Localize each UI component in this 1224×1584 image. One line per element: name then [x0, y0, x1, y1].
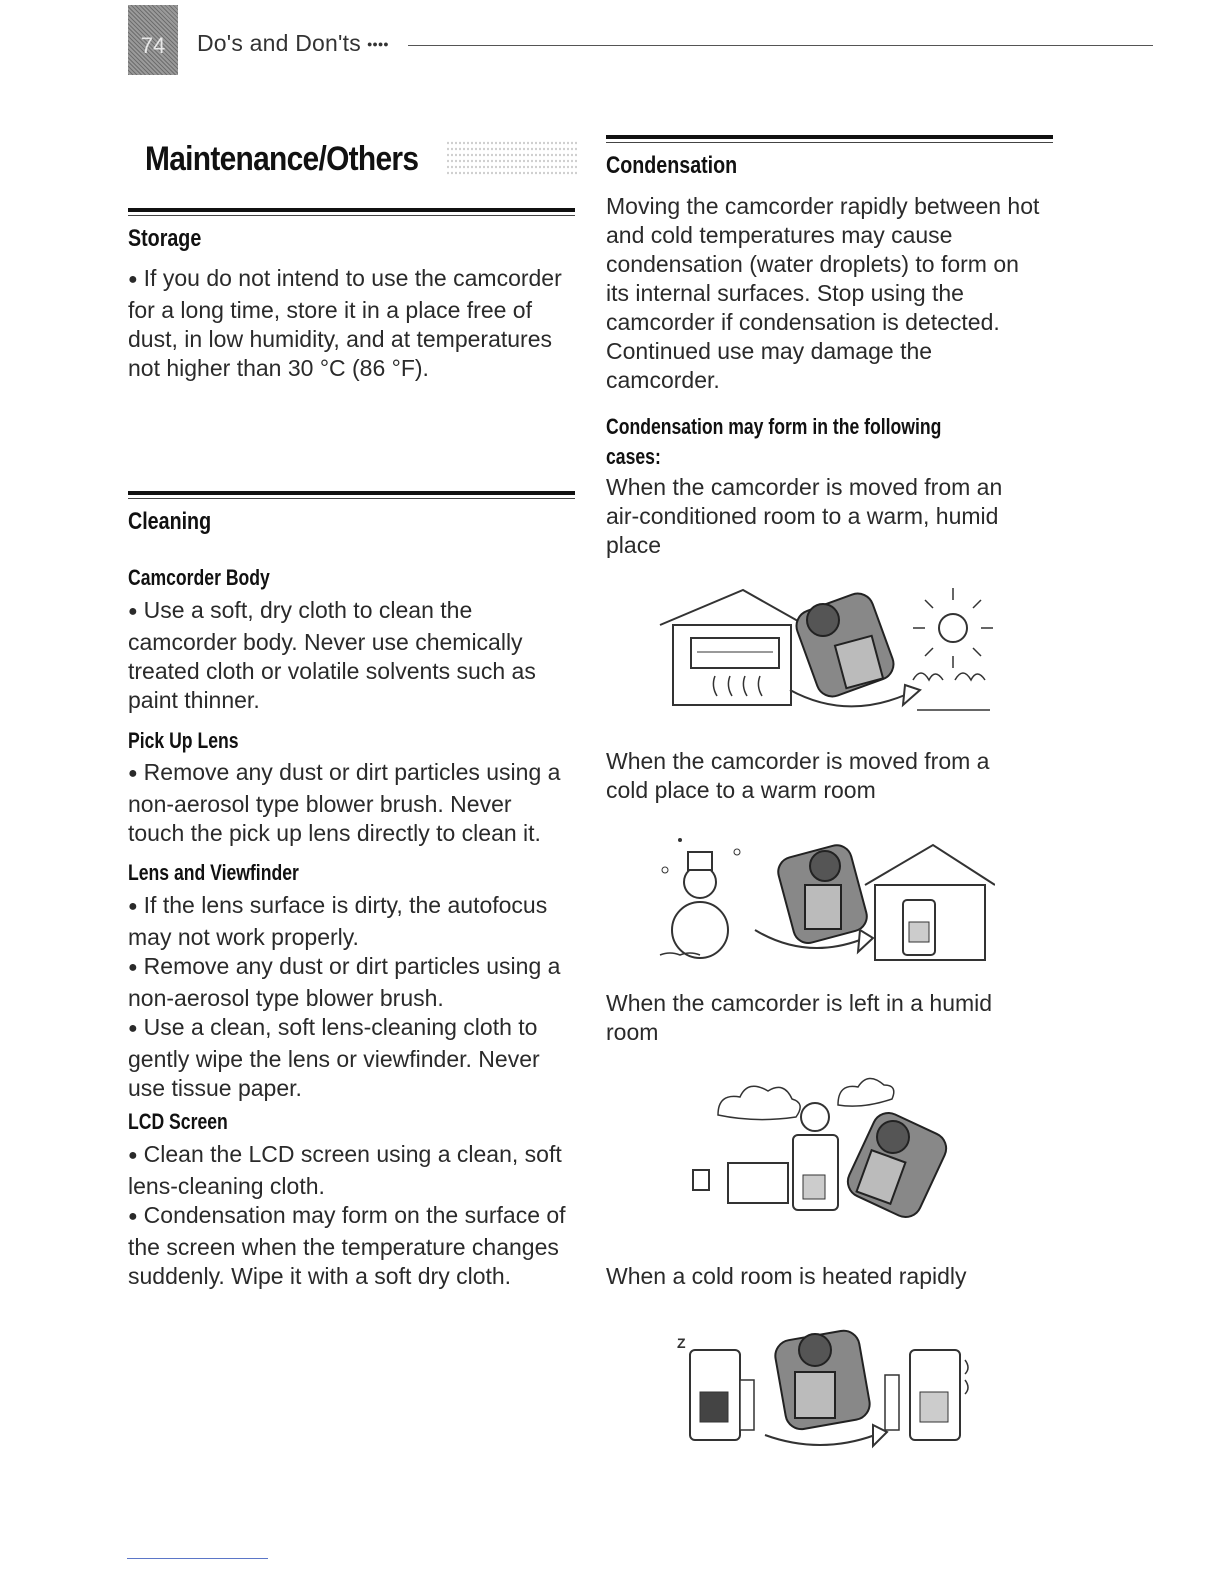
storage-rule-thin [128, 215, 575, 216]
header-rule [408, 45, 1153, 46]
lens-viewfinder-bullet-3: ● Use a clean, soft lens-cleaning cloth to gently wipe the lens or viewfinder. Never use tissue paper. [128, 1013, 573, 1103]
cleaning-rule-thin [128, 498, 575, 499]
thermometer-warm-icon [885, 1375, 899, 1430]
thermometer-cold-icon [740, 1380, 754, 1430]
case-4-illustration [675, 1320, 975, 1455]
case-2-illustration [655, 830, 995, 965]
page-number-box [128, 5, 178, 75]
pick-up-lens-text [128, 758, 573, 848]
header-dots: ●●●● [367, 39, 389, 49]
lens-viewfinder-bullet-2: ● Remove any dust or dirt particles using a non-aerosol type blower brush. [128, 952, 573, 1013]
storage-text [128, 264, 573, 383]
air-conditioner-icon [691, 638, 779, 668]
heater-on-icon [910, 1350, 960, 1440]
humidifier-icon [693, 1163, 788, 1203]
case-1-illustration [655, 580, 995, 720]
condensation-rule-thin [606, 142, 1053, 143]
camcorder-body-text [128, 596, 568, 715]
steam-cloud-icon [718, 1086, 800, 1119]
title-dot-pattern [446, 140, 578, 176]
lcd-screen-heading: LCD Screen [128, 1109, 228, 1134]
cleaning-rule-thick [128, 491, 575, 495]
house-roof [660, 590, 805, 625]
case-3-caption: When the camcorder is left in a humid room [606, 990, 993, 1045]
case-1-caption: When the camcorder is moved from an air-conditioned room to a warm, humid place [606, 474, 1003, 558]
case-3-illustration [688, 1075, 958, 1235]
storage-bullet: ● If you do not intend to use the camcorder for a long time, store it in a place free of dust, in low humidity, and at temperatures not higher than 30 °C (86 °F). [128, 264, 573, 383]
section-title: Maintenance/Others [145, 140, 419, 178]
kettle-heater-icon [793, 1103, 838, 1210]
sleep-z-icon: Z [677, 1335, 686, 1351]
camcorder-icon [775, 842, 870, 946]
snowman-icon [672, 852, 728, 958]
footer-line [127, 1558, 268, 1559]
cases-heading: Condensation may form in the following cases: [606, 414, 942, 469]
lcd-screen-bullet-2: ● Condensation may form on the surface of the screen when the temperature changes suddenly. Wipe it with a soft dry cloth. [128, 1201, 573, 1291]
lcd-screen-text [128, 1140, 573, 1291]
heater-off-icon [690, 1350, 740, 1440]
pick-up-lens-heading: Pick Up Lens [128, 728, 239, 753]
lcd-screen-bullet-1: ● Clean the LCD screen using a clean, soft lens-cleaning cloth. [128, 1140, 573, 1201]
house-roof [865, 845, 995, 885]
camcorder-body-bullet: ● Use a soft, dry cloth to clean the camcorder body. Never use chemically treated cloth or volatile solvents such as paint thinner. [128, 596, 568, 715]
heat-plants [913, 673, 985, 680]
case-2-caption: When the camcorder is moved from a cold place to a warm room [606, 748, 990, 803]
storage-heading: Storage [128, 225, 202, 252]
heater-icon [903, 900, 935, 955]
camcorder-icon [792, 589, 898, 701]
storage-rule-thick [128, 208, 575, 212]
steam-cloud-icon [838, 1078, 894, 1106]
page-number: 74 [140, 33, 166, 58]
lens-viewfinder-heading: Lens and Viewfinder [128, 860, 299, 885]
sun-icon [913, 588, 993, 668]
camcorder-icon [773, 1328, 872, 1431]
arrow-icon [765, 1435, 875, 1445]
header-title: Do's and Don'ts [197, 30, 361, 56]
lens-viewfinder-bullet-1: ● If the lens surface is dirty, the autofocus may not work properly. [128, 891, 573, 952]
cool-air-lines [713, 676, 762, 696]
camcorder-icon [843, 1108, 952, 1223]
cleaning-heading: Cleaning [128, 508, 212, 535]
case-4-caption: When a cold room is heated rapidly [606, 1263, 967, 1289]
condensation-heading: Condensation [606, 152, 738, 179]
condensation-rule-thick [606, 135, 1053, 139]
condensation-text: Moving the camcorder rapidly between hot and cold temperatures may cause condensation (water droplets) to form on its internal surfaces. Stop using the camcorder if condensation is detected. Continued use may damage the camcorder. [606, 193, 1040, 393]
pick-up-lens-bullet: ● Remove any dust or dirt particles using a non-aerosol type blower brush. Never touch the pick up lens directly to clean it. [128, 758, 573, 848]
camcorder-body-heading: Camcorder Body [128, 565, 270, 590]
lens-viewfinder-text [128, 891, 573, 1103]
